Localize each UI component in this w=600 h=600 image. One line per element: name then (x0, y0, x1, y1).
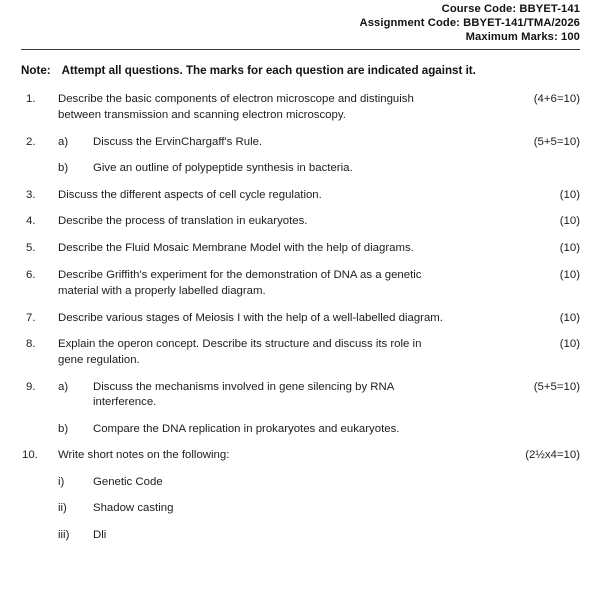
question-row (20, 528, 580, 543)
question-text-line: Discuss the mechanisms involved in gene silencing by RNA (93, 380, 395, 393)
question-row (20, 214, 580, 229)
question-text-line: gene regulation. (58, 353, 140, 366)
question-marks: (10) (559, 338, 580, 351)
question-row (20, 501, 580, 516)
question-text (58, 448, 496, 463)
question-row (20, 135, 580, 150)
question-row (20, 311, 580, 326)
question-number: 1. (26, 93, 36, 106)
question-text (93, 528, 496, 543)
question-row (20, 188, 580, 203)
question-list (20, 92, 580, 543)
question-number: 5. (26, 242, 36, 255)
question-marks: (10) (559, 242, 580, 255)
question-number: 8. (26, 338, 36, 351)
question-row (20, 380, 580, 411)
question-row (20, 422, 580, 437)
question-text-line: material with a properly labelled diagram. (58, 284, 266, 297)
question-row (20, 161, 580, 176)
question-text (58, 214, 496, 229)
question-marks: (4+6=10) (533, 93, 580, 106)
question-marks: (2½x4=10) (525, 448, 580, 461)
question-text-line: Describe Griffith's experiment for the demonstration of DNA as a genetic (58, 269, 422, 282)
question-number: 6. (26, 269, 36, 282)
note-text: Attempt all questions. The marks for each question are indicated against it. (61, 64, 476, 78)
question-marks: (5+5=10) (533, 380, 580, 393)
question-sublabel: a) (58, 380, 69, 393)
question-text-line: Dli (93, 528, 107, 541)
note-block (21, 63, 580, 78)
question-sublabel: ii) (58, 502, 67, 515)
question-marks: (10) (559, 188, 580, 201)
question-text (58, 311, 496, 326)
question-text (93, 380, 496, 411)
question-marks: (5+5=10) (533, 135, 580, 148)
question-text-line: interference. (93, 396, 157, 409)
question-number: 3. (26, 188, 36, 201)
question-sublabel: iii) (58, 528, 70, 541)
question-row (20, 448, 580, 463)
question-text-line: Compare the DNA replication in prokaryotes and eukaryotes. (93, 422, 400, 435)
question-number: 7. (26, 311, 36, 324)
question-text (58, 92, 496, 123)
question-text (93, 161, 496, 176)
question-text-line: Discuss the ErvinChargaff's Rule. (93, 135, 263, 148)
question-text-line: Describe various stages of Meiosis I with the help of a well-labelled diagram. (58, 311, 443, 324)
question-text-line: Shadow casting (93, 502, 174, 515)
question-marks: (10) (559, 215, 580, 228)
question-row (20, 92, 580, 123)
maximum-marks-line: Maximum Marks: 100 (465, 30, 580, 43)
question-text-line: Discuss the different aspects of cell cycle regulation. (58, 188, 322, 201)
question-sublabel: b) (58, 162, 69, 175)
question-text-line: Give an outline of polypeptide synthesis in bacteria. (93, 162, 353, 175)
question-number: 9. (26, 380, 36, 393)
question-text (93, 501, 496, 516)
question-sublabel: a) (58, 135, 69, 148)
question-text-line: Explain the operon concept. Describe its structure and discuss its role in (58, 338, 422, 351)
question-row (20, 337, 580, 368)
document-header (20, 0, 580, 44)
question-text-line: Write short notes on the following: (58, 448, 230, 461)
question-text-line: between transmission and scanning electron microscopy. (58, 108, 346, 121)
question-number: 2. (26, 135, 36, 148)
question-text-line: Genetic Code (93, 475, 163, 488)
question-text (93, 135, 496, 150)
assignment-code-line: Assignment Code: BBYET-141/TMA/2026 (359, 16, 580, 29)
question-text-line: Describe the Fluid Mosaic Membrane Model with the help of diagrams. (58, 242, 414, 255)
question-marks: (10) (559, 269, 580, 282)
question-text-line: Describe the basic components of electron microscope and distinguish (58, 93, 414, 106)
question-text (58, 337, 496, 368)
question-sublabel: i) (58, 475, 65, 488)
question-text (93, 475, 496, 490)
question-text (58, 268, 496, 299)
question-sublabel: b) (58, 422, 69, 435)
question-row (20, 241, 580, 256)
question-row (20, 475, 580, 490)
question-number: 10. (22, 448, 38, 461)
question-number: 4. (26, 215, 36, 228)
question-text-line: Describe the process of translation in eukaryotes. (58, 215, 308, 228)
question-text (58, 188, 496, 203)
question-text (93, 422, 496, 437)
note-label: Note: (21, 64, 51, 78)
header-divider (21, 49, 580, 50)
question-row (20, 268, 580, 299)
question-marks: (10) (559, 311, 580, 324)
course-code-line: Course Code: BBYET-141 (441, 3, 580, 15)
question-text (58, 241, 496, 256)
